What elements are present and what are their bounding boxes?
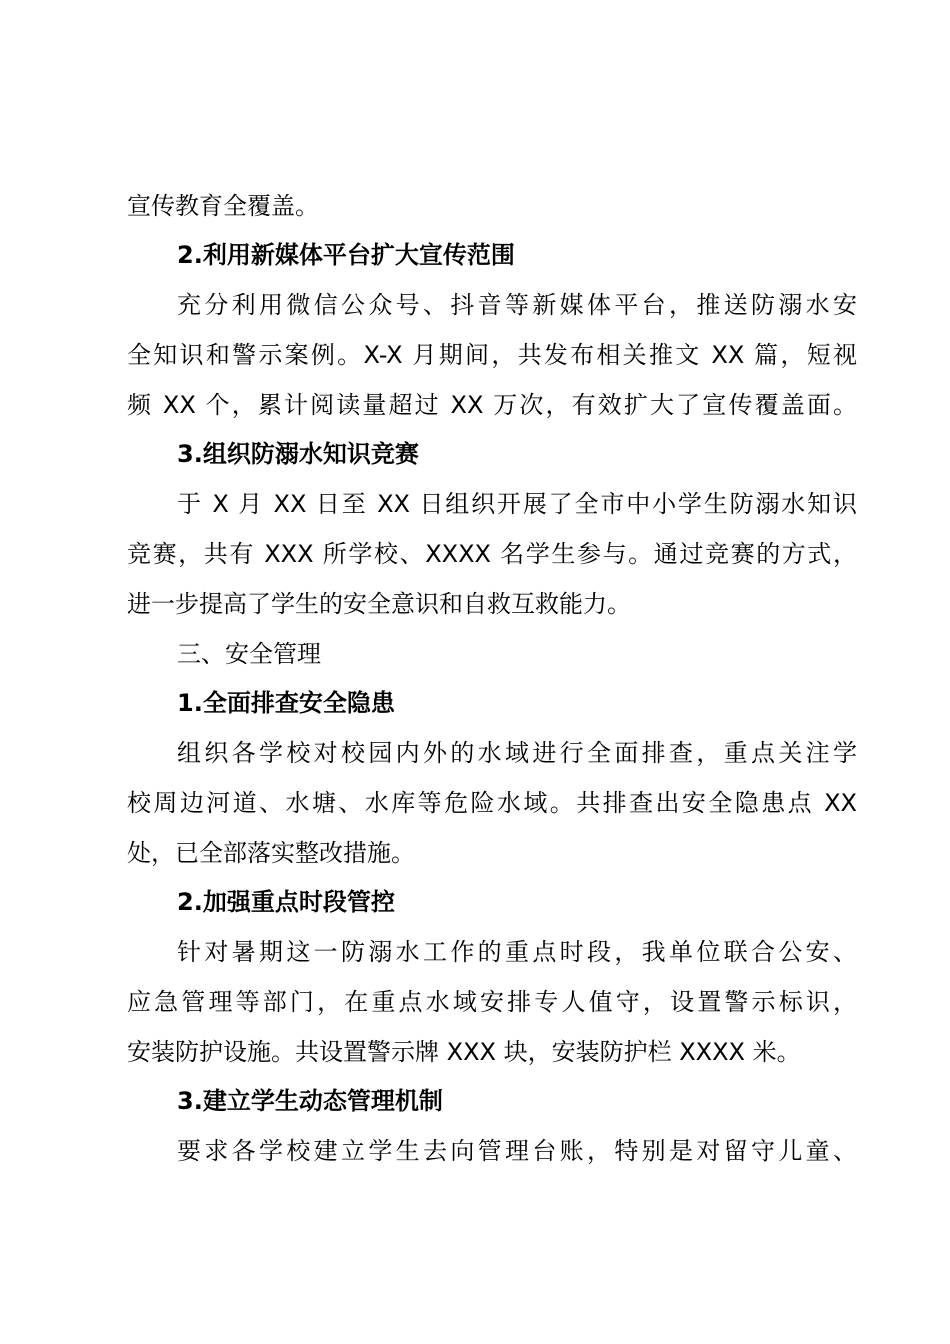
paragraph-line: 进一步提高了学生的安全意识和自救互救能力。 xyxy=(127,590,631,618)
paragraph-line: 安装防护设施。共设置警示牌 XXX 块，安装防护栏 XXXX 米。 xyxy=(127,1038,801,1066)
subheading-knowledge-contest: 3.组织防溺水知识竞赛 xyxy=(177,440,419,468)
paragraph-line: 应急管理等部门，在重点水域安排专人值守，设置警示标识， xyxy=(127,988,857,1016)
subheading-student-management: 3.建立学生动态管理机制 xyxy=(177,1087,443,1115)
section-heading-safety-management: 三、安全管理 xyxy=(177,640,321,668)
paragraph-line: 要求各学校建立学生去向管理台账，特别是对留守儿童、 xyxy=(177,1137,857,1165)
paragraph-line: 处，已全部落实整改措施。 xyxy=(127,839,415,867)
paragraph-line: 竞赛，共有 XXX 所学校、XXXX 名学生参与。通过竞赛的方式， xyxy=(127,540,857,568)
subheading-new-media: 2.利用新媒体平台扩大宣传范围 xyxy=(177,241,515,269)
paragraph-line: 针对暑期这一防溺水工作的重点时段，我单位联合公安、 xyxy=(177,938,857,966)
paragraph-line: 充分利用微信公众号、抖音等新媒体平台，推送防溺水安 xyxy=(177,291,857,319)
paragraph-line: 校周边河道、水塘、水库等危险水域。共排查出安全隐患点 XX xyxy=(127,789,857,817)
paragraph-line: 组织各学校对校园内外的水域进行全面排查，重点关注学 xyxy=(177,739,857,767)
paragraph-continuation: 宣传教育全覆盖。 xyxy=(127,192,319,220)
subheading-hazard-inspection: 1.全面排查安全隐患 xyxy=(177,689,395,717)
paragraph-line: 全知识和警示案例。X-X 月期间，共发布相关推文 XX 篇，短视 xyxy=(127,341,857,369)
subheading-key-period-control: 2.加强重点时段管控 xyxy=(177,888,395,916)
paragraph-line: 于 X 月 XX 日至 XX 日组织开展了全市中小学生防溺水知识 xyxy=(177,490,857,518)
paragraph-line: 频 XX 个，累计阅读量超过 XX 万次，有效扩大了宣传覆盖面。 xyxy=(127,391,857,419)
